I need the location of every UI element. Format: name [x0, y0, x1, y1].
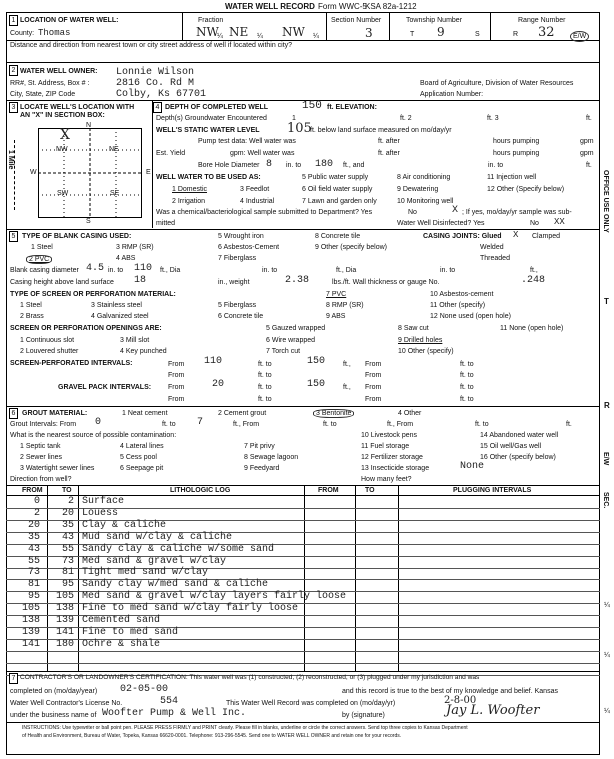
lithologic-header: LITHOLOGIC LOG	[170, 487, 231, 494]
grout-4[interactable]: 4 Other	[398, 410, 422, 417]
gravel-ft: ft.,	[343, 384, 351, 391]
log-row-to[interactable]: 138	[55, 603, 74, 614]
compass-e: E	[146, 169, 151, 176]
yield-hours: hours pumping	[493, 150, 540, 157]
perf-ft: ft.,	[343, 361, 351, 368]
screen-2[interactable]: 2 Brass	[20, 313, 44, 320]
perf-from-value[interactable]: 110	[204, 356, 223, 367]
form-title: WATER WELL RECORD	[225, 2, 315, 11]
yield-gpm: gpm	[580, 150, 594, 157]
grout-1[interactable]: 1 Neat cement	[122, 410, 168, 417]
joints-clamped[interactable]: Clamped	[532, 233, 561, 240]
log-row-description[interactable]: Surface	[82, 496, 125, 507]
section-4-number: 4	[153, 102, 162, 113]
log-row-from[interactable]: 141	[21, 639, 40, 650]
chem-label: Was a chemical/bacteriological sample submitted to Department? Yes	[156, 209, 373, 216]
ksa-ref: KSA 82a-1212	[365, 2, 417, 11]
use-1-selected[interactable]: 1 Domestic	[172, 186, 208, 193]
log-row-from[interactable]: 138	[21, 615, 40, 626]
section-2-number: 2	[9, 65, 18, 76]
log-row-from[interactable]: 0	[33, 496, 40, 507]
screen-12[interactable]: 12 None used (open hole)	[430, 313, 511, 320]
contam-other-value[interactable]: None	[460, 461, 485, 472]
compass-n: N	[86, 122, 92, 129]
how-many-label: How many feet?	[361, 476, 412, 483]
log-row-description[interactable]: Tight med sand w/clay	[82, 567, 209, 578]
diameter-label: Blank casing diameter	[10, 267, 79, 274]
section-x-mark[interactable]: X	[60, 127, 70, 143]
screen-10[interactable]: 10 Asbestos-cement	[430, 291, 494, 298]
log-row-from[interactable]: 55	[27, 556, 40, 567]
screen-5[interactable]: 5 Fiberglass	[218, 302, 257, 309]
grout-intervals-label: Grout Intervals: From	[10, 421, 77, 428]
contam-16[interactable]: 16 Other (specify below)	[480, 454, 556, 461]
perf-ft-to: ft. to	[258, 361, 272, 368]
diameter-ft-dia-2: ft., Dia	[336, 267, 357, 274]
chem-mitted: mitted	[156, 220, 176, 227]
joints-label: CASING JOINTS: Glued	[423, 233, 502, 240]
opening-7[interactable]: 7 Torch cut	[266, 348, 301, 355]
county-label: County:	[10, 30, 35, 37]
weight-label: in., weight	[218, 279, 250, 286]
opening-1[interactable]: 1 Continuous slot	[20, 337, 75, 344]
log-row-from[interactable]: 81	[27, 579, 40, 590]
casing-label: TYPE OF BLANK CASING USED:	[22, 233, 132, 240]
log-row-description[interactable]: Fine to med sand w/clay fairly loose	[82, 603, 299, 614]
screen-label: TYPE OF SCREEN OR PERFORATION MATERIAL:	[10, 291, 176, 298]
quarter-2: ¼	[257, 33, 263, 40]
margin-r: R	[604, 401, 610, 410]
opening-3[interactable]: 3 Mill slot	[120, 337, 150, 344]
section-3-number: 3	[9, 102, 18, 113]
log-row-description[interactable]: Med sand & gravel w/clay	[82, 556, 227, 567]
pump-after: ft. after	[378, 138, 400, 145]
use-6[interactable]: 6 Oil field water supply	[302, 186, 373, 193]
casing-7[interactable]: 7 Fiberglass	[218, 255, 257, 262]
bore-ft: ft.	[586, 162, 592, 169]
margin-quarter-1: ¼	[604, 602, 610, 609]
chem-no: No	[408, 209, 417, 216]
gravel-from-label-3: From	[168, 396, 185, 403]
office-use-only: OFFICE USE ONLY	[602, 170, 609, 233]
locate-label-1: LOCATE WELL'S LOCATION WITH	[20, 104, 135, 111]
opening-5[interactable]: 5 Gauzed wrapped	[266, 325, 326, 332]
groundwater-label: Depth(s) Groundwater Encountered	[156, 115, 267, 122]
bore-value[interactable]: 8	[266, 159, 273, 170]
opening-8[interactable]: 8 Saw cut	[398, 325, 429, 332]
diameter-to-value[interactable]: 110	[134, 263, 153, 274]
margin-quarter-3: ¼	[604, 708, 610, 715]
contam-4[interactable]: 4 Lateral lines	[120, 443, 164, 450]
perf-from-label: From	[168, 361, 185, 368]
form-number: Form WWC-5	[318, 2, 367, 11]
margin-t: T	[604, 297, 609, 306]
log-row-from[interactable]: 2	[33, 508, 40, 519]
gauge-value[interactable]: .248	[521, 275, 546, 286]
opening-11[interactable]: 11 None (open hole)	[500, 325, 564, 332]
perf-from-label-2: From	[365, 361, 382, 368]
fraction-2[interactable]: NE	[229, 25, 249, 39]
contam-8[interactable]: 8 Sewage lagoon	[244, 454, 299, 461]
chem-x[interactable]: X	[452, 205, 459, 216]
log-row-from[interactable]: 43	[27, 544, 40, 555]
diameter-in-to-3: in. to	[440, 267, 456, 274]
quarter-1: ¼	[217, 33, 223, 40]
instructions-line-1: INSTRUCTIONS: Use typewriter or ball point pen. PLEASE PRESS FIRMLY and PRINT clearly. Please fill in blanks, underline or circle the correct answers. Send top three copies to Kansas Department	[22, 725, 468, 731]
board-label: Board of Agriculture, Division of Water Resources	[420, 80, 574, 87]
margin-quarter-2: ¼	[604, 652, 610, 659]
contam-7[interactable]: 7 Pit privy	[244, 443, 275, 450]
casing-2-selected[interactable]: 2 PVC	[26, 255, 52, 264]
log-row-to[interactable]: 141	[55, 627, 74, 638]
log-row-to[interactable]: 139	[55, 615, 74, 626]
fraction-1[interactable]: NW	[196, 25, 219, 39]
joints-welded[interactable]: Welded	[480, 244, 504, 251]
margin-sec: SEC.	[602, 492, 609, 509]
section-6-number: 6	[9, 408, 18, 419]
record-label: This Water Well Record was completed on (mo/day/yr)	[226, 700, 396, 707]
static-value[interactable]: 105	[287, 121, 312, 136]
instructions-line-2: of Health and Environment, Bureau of Water, Topeka, Kansas 66620-0001. Telephone: 913-296-5545. Send one to WATER WELL OWNER and retain one for your records.	[22, 733, 402, 739]
screen-8[interactable]: 8 RMP (SR)	[326, 302, 364, 309]
contam-10[interactable]: 10 Livestock pens	[361, 432, 418, 439]
height-value[interactable]: 18	[134, 275, 147, 286]
perf-from-label-3: From	[168, 372, 185, 379]
joints-x[interactable]: X	[513, 230, 519, 240]
gw-ft: ft.	[586, 115, 592, 122]
grout-to-value[interactable]: 7	[197, 417, 204, 428]
casing-4[interactable]: 4 ABS	[116, 255, 136, 262]
completed-label: completed on (mo/day/year)	[10, 688, 98, 695]
section-5-number: 5	[9, 231, 18, 242]
gravel-from-label-2: From	[365, 384, 382, 391]
township-label: Township Number	[406, 17, 463, 24]
opening-6[interactable]: 6 Wire wrapped	[266, 337, 316, 344]
range-ew[interactable]: E/W	[570, 31, 589, 42]
elevation-label: ft. ELEVATION:	[327, 104, 377, 111]
application-label: Application Number:	[420, 91, 484, 98]
disinfect-no: No	[530, 220, 539, 227]
disinfect-label: Water Well Disinfected? Yes	[397, 220, 485, 227]
bore-label: Bore Hole Diameter	[198, 162, 260, 169]
certification-rest: and this record is true to the best of my knowledge and belief. Kansas	[342, 688, 558, 695]
pump-hours: hours pumping	[493, 138, 540, 145]
diameter-in-to: in. to	[108, 267, 124, 274]
contam-2[interactable]: 2 Sewer lines	[20, 454, 63, 461]
log-row-description[interactable]: Ochre & shale	[82, 639, 161, 650]
city-label: City, State, ZIP Code	[10, 91, 76, 98]
section-box[interactable]	[38, 128, 142, 218]
use-11[interactable]: 11 Injection well	[487, 174, 537, 181]
opening-9-selected[interactable]: 9 Drilled holes	[398, 337, 443, 344]
est-yield-label: Est. Yield	[156, 150, 186, 157]
casing-9[interactable]: 9 Other (specify below)	[315, 244, 387, 251]
plugging-header: PLUGGING INTERVALS	[453, 487, 532, 494]
fraction-label: Fraction	[198, 17, 224, 24]
pump-test-label: Pump test data: Well water was	[198, 138, 296, 145]
openings-label: SCREEN OR PERFORATION OPENINGS ARE:	[10, 325, 162, 332]
gravel-label: GRAVEL PACK INTERVALS:	[58, 384, 152, 391]
business-name[interactable]: Woofter Pump & Well Inc.	[102, 708, 247, 719]
screen-4[interactable]: 4 Galvanized steel	[91, 313, 149, 320]
casing-1[interactable]: 1 Steel	[31, 244, 53, 251]
height-label: Casing height above land surface	[10, 279, 114, 286]
log-row-from[interactable]: 105	[21, 603, 40, 614]
quadrant-sw: SW	[57, 190, 69, 197]
owner-label: WATER WELL OWNER:	[20, 68, 98, 75]
screen-11[interactable]: 11 Other (specify)	[430, 302, 486, 309]
opening-10[interactable]: 10 Other (specify)	[398, 348, 454, 355]
township-s: S	[475, 31, 480, 38]
bore-and: ft., and	[343, 162, 365, 169]
range-label: Range Number	[518, 17, 566, 24]
completed-date[interactable]: 02-05-00	[120, 684, 169, 695]
diameter-ft: ft.,	[530, 267, 538, 274]
log-row-description[interactable]: Mud sand w/clay & caliche	[82, 532, 233, 543]
use-label: WELL WATER TO BE USED AS:	[156, 174, 261, 181]
section-1-number: 1	[9, 15, 18, 26]
gravel-from-label: From	[168, 384, 185, 391]
gravel-ft-to-2: ft. to	[460, 384, 474, 391]
license-number[interactable]: 554	[160, 696, 179, 707]
pump-gpm: gpm	[580, 138, 594, 145]
quadrant-se: SE	[110, 190, 120, 197]
quadrant-nw: NW	[56, 146, 68, 153]
weight-value[interactable]: 2.38	[285, 275, 310, 286]
signature-label: by (signature)	[342, 712, 385, 719]
locate-label-2: AN "X" IN SECTION BOX:	[20, 112, 105, 119]
grout-from-value[interactable]: 0	[95, 417, 102, 428]
direction-label: Direction from well?	[10, 476, 72, 483]
log-row-to[interactable]: 95	[61, 579, 74, 590]
grout-3-selected[interactable]: 3 Bentonite	[313, 409, 354, 418]
wall-label: lbs./ft. Wall thickness or gauge No.	[332, 279, 440, 286]
log-row-to[interactable]: 43	[61, 532, 74, 543]
screen-3[interactable]: 3 Stainless steel	[91, 302, 142, 309]
gravel-to-value[interactable]: 150	[307, 379, 326, 390]
mile-label: 1 Mile	[7, 150, 14, 170]
use-5[interactable]: 5 Public water supply	[302, 174, 369, 181]
static-rest: ft. below land surface measured on mo/day/yr	[310, 127, 452, 134]
grout-ft-from: ft., From	[233, 421, 260, 428]
gravel-from-value[interactable]: 20	[212, 379, 225, 390]
depth-label: DEPTH OF COMPLETED WELL	[165, 104, 269, 111]
contam-9[interactable]: 9 Feedyard	[244, 465, 280, 472]
use-10[interactable]: 10 Monitoring well	[397, 198, 454, 205]
opening-4[interactable]: 4 Key punched	[120, 348, 167, 355]
gw-1: 1	[292, 115, 296, 122]
gw-3: ft. 3	[487, 115, 499, 122]
record-date[interactable]: 2-8-00	[444, 695, 477, 706]
perf-from-label-4: From	[365, 372, 382, 379]
use-9[interactable]: 9 Dewatering	[397, 186, 439, 193]
range-number[interactable]: 32	[538, 25, 555, 40]
log-row-description[interactable]: Med sand & gravel w/clay layers fairly loose	[82, 591, 347, 602]
license-label: Water Well Contractor's License No.	[10, 700, 123, 707]
perf-ft-to-2: ft. to	[460, 361, 474, 368]
depth-value[interactable]: 150	[302, 100, 322, 112]
plug-from-header: FROM	[318, 487, 339, 494]
bore-in-to-2: in. to	[488, 162, 504, 169]
diameter-ft-dia: ft., Dia	[160, 267, 181, 274]
gravel-from-label-4: From	[365, 396, 382, 403]
diameter-value[interactable]: 4.5	[86, 263, 105, 274]
static-label: WELL'S STATIC WATER LEVEL	[156, 127, 260, 134]
log-row-from[interactable]: 20	[27, 520, 40, 531]
quarter-3: ¼	[313, 33, 319, 40]
log-row-description[interactable]: Sandy clay w/med sand & caliche	[82, 579, 269, 590]
log-row-to[interactable]: 105	[55, 591, 74, 602]
contam-5[interactable]: 5 Cess pool	[120, 454, 157, 461]
log-row-from[interactable]: 73	[27, 567, 40, 578]
log-row-to[interactable]: 180	[55, 639, 74, 650]
contam-3[interactable]: 3 Watertight sewer lines	[20, 465, 95, 472]
contam-11[interactable]: 11 Fuel storage	[361, 443, 410, 450]
signature[interactable]: Jay L. Woofter	[446, 703, 540, 718]
grout-ft-to-2: ft. to	[323, 421, 337, 428]
township-t: T	[410, 31, 415, 38]
screen-9[interactable]: 9 ABS	[326, 313, 346, 320]
bore-to-value[interactable]: 180	[315, 159, 334, 170]
gravel-ft-to: ft. to	[258, 384, 272, 391]
margin-ew: E/W	[602, 452, 609, 466]
perf-ft-to-4: ft. to	[460, 372, 474, 379]
owner-city[interactable]: Colby, Ks 67701	[116, 89, 207, 100]
log-row-to[interactable]: 73	[61, 556, 74, 567]
yield-after: ft. after	[378, 150, 400, 157]
range-r: R	[513, 31, 519, 38]
casing-5[interactable]: 5 Wrought iron	[218, 233, 264, 240]
contam-15[interactable]: 15 Oil well/Gas well	[480, 443, 542, 450]
yield-well: gpm: Well water was	[230, 150, 295, 157]
chem-rest: ; If yes, mo/day/yr sample was sub-	[462, 209, 572, 216]
log-row-to[interactable]: 55	[61, 544, 74, 555]
gw-2: ft. 2	[400, 115, 412, 122]
grout-ft-to: ft. to	[162, 421, 176, 428]
county-value[interactable]: Thomas	[38, 28, 71, 38]
township-number[interactable]: 9	[437, 25, 445, 39]
joints-threaded[interactable]: Threaded	[480, 255, 510, 262]
log-row-from[interactable]: 35	[27, 532, 40, 543]
contam-13[interactable]: 13 Insecticide storage	[361, 465, 430, 472]
contam-1[interactable]: 1 Septic tank	[20, 443, 61, 450]
section-number[interactable]: 3	[365, 26, 373, 40]
certification-text: CONTRACTOR'S OR LANDOWNER'S CERTIFICATION: This water well was (1) constructed, (2) reconstructed, or (3) plugged under my jurisdiction and was	[20, 674, 480, 681]
gravel-ft-to-3: ft. to	[258, 396, 272, 403]
address-label: RR#, St. Address, Box # :	[10, 80, 90, 87]
section-number-label: Section Number	[331, 17, 382, 24]
log-row-description[interactable]: Louess	[82, 508, 119, 519]
grout-ft: ft.	[566, 421, 572, 428]
contamination-label: What is the nearest source of possible contamination:	[10, 432, 177, 439]
grout-label: GROUT MATERIAL:	[22, 410, 88, 417]
opening-2[interactable]: 2 Louvered shutter	[20, 348, 79, 355]
compass-s: S	[86, 218, 91, 225]
log-row-from[interactable]: 95	[27, 591, 40, 602]
casing-3[interactable]: 3 RMP (SR)	[116, 244, 154, 251]
log-row-to[interactable]: 81	[61, 567, 74, 578]
use-2[interactable]: 2 Irrigation	[172, 198, 206, 205]
perf-to-value[interactable]: 150	[307, 356, 326, 367]
gravel-ft-to-4: ft. to	[460, 396, 474, 403]
disinfect-xx[interactable]: XX	[554, 217, 565, 227]
screen-7-selected[interactable]: 7 PVC	[326, 291, 347, 298]
plug-to-header: TO	[365, 487, 375, 494]
diameter-in-to-2: in. to	[262, 267, 278, 274]
screen-1[interactable]: 1 Steel	[20, 302, 42, 309]
contam-6[interactable]: 6 Seepage pit	[120, 465, 164, 472]
log-row-from[interactable]: 139	[21, 627, 40, 638]
perforated-label: SCREEN-PERFORATED INTERVALS:	[10, 360, 133, 367]
casing-6[interactable]: 6 Asbestos-Cement	[218, 244, 280, 251]
compass-w: W	[30, 169, 37, 176]
casing-8[interactable]: 8 Concrete tile	[315, 233, 361, 240]
use-12[interactable]: 12 Other (Specify below)	[487, 186, 565, 193]
log-row-to[interactable]: 2	[67, 496, 74, 507]
bore-in-to: in. to	[286, 162, 302, 169]
log-row-description[interactable]: Fine to med sand	[82, 627, 179, 638]
log-row-to[interactable]: 20	[61, 508, 74, 519]
grout-ft-from-2: ft., From	[387, 421, 414, 428]
use-7[interactable]: 7 Lawn and garden only	[302, 198, 377, 205]
log-from-header: FROM	[22, 487, 43, 494]
use-8[interactable]: 8 Air conditioning	[397, 174, 451, 181]
log-row-description[interactable]: Cemented sand	[82, 615, 161, 626]
grout-2[interactable]: 2 Cement grout	[218, 410, 267, 417]
use-4[interactable]: 4 Industrial	[240, 198, 275, 205]
business-label: under the business name of	[10, 712, 97, 719]
owner-name[interactable]: Lonnie Wilson	[116, 67, 195, 78]
log-to-header: TO	[62, 487, 72, 494]
use-3[interactable]: 3 Feedlot	[240, 186, 270, 193]
log-row-description[interactable]: Clay & caliche	[82, 520, 167, 531]
log-row-to[interactable]: 35	[61, 520, 74, 531]
contam-14[interactable]: 14 Abandoned water well	[480, 432, 559, 439]
contam-12[interactable]: 12 Fertilizer storage	[361, 454, 423, 461]
fraction-3[interactable]: NW	[282, 25, 305, 39]
screen-6[interactable]: 6 Concrete tile	[218, 313, 264, 320]
distance-label: Distance and direction from nearest town or city street address of well if located within city?	[10, 42, 293, 49]
location-label: LOCATION OF WATER WELL:	[20, 17, 119, 24]
quadrant-ne: NE	[109, 146, 119, 153]
log-row-description[interactable]: Sandy clay & caliche w/some sand	[82, 544, 275, 555]
grout-ft-to-3: ft. to	[475, 421, 489, 428]
owner-address[interactable]: 2816 Co. Rd M	[116, 78, 195, 89]
section-7-number: 7	[9, 673, 18, 684]
perf-ft-to-3: ft. to	[258, 372, 272, 379]
